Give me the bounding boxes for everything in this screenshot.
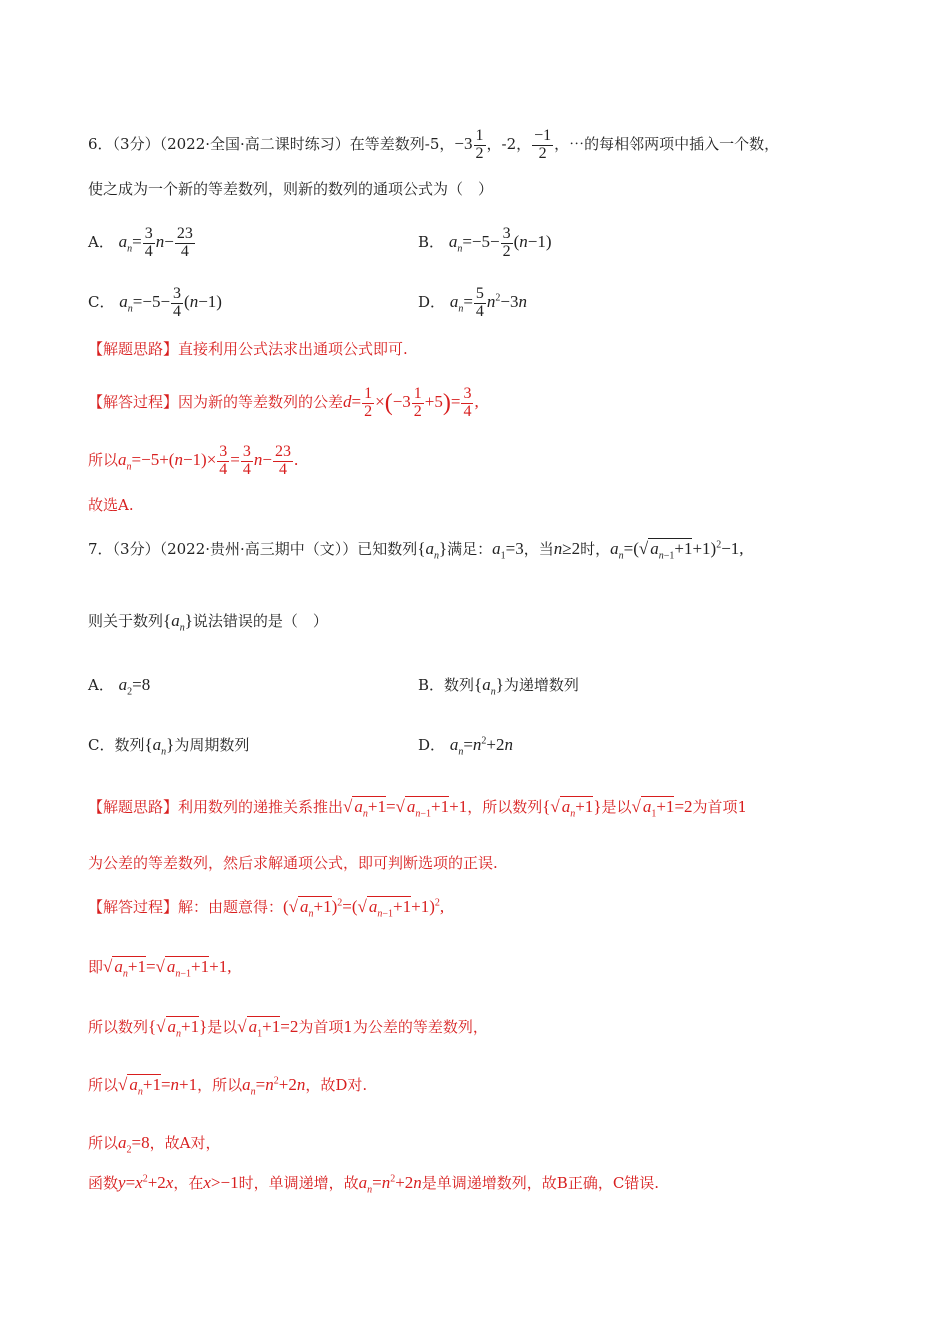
math: $\frac{-1}{2}$ (534, 127, 552, 162)
math: $a_n=$ $\frac{3}{4}$ n− $\frac{23}{4}$ (118, 225, 193, 260)
q7-option-d (418, 736, 513, 757)
q6-answer: 故选A. (88, 496, 134, 514)
math: $\{a_n\}$ (474, 675, 504, 698)
q6-stem-a: 6．（3分）（2022·全国·高二课时练习）在等差数列-5， (88, 135, 455, 154)
math: √ $a_n+1=n+1$ (118, 1075, 198, 1098)
math: $a_2=8$ (118, 675, 151, 698)
q7-solution-idea (88, 798, 747, 819)
q6-option-b (418, 226, 552, 261)
opt-tail: 为递增数列 (503, 676, 579, 694)
idea-b: ，所以数列 (467, 798, 543, 816)
q7-option-b (418, 676, 579, 697)
math: √ $a_n+1=√$ $a_{n-1}+1+1$, (103, 957, 232, 980)
math: $y=x^2+2x$ (118, 1173, 174, 1192)
opt-label: D． (418, 293, 446, 312)
math: $a_n=-5-$ $\frac{3}{2}$ (n−1) (448, 225, 552, 260)
q7-stem2-a: 则关于数列 (88, 612, 164, 630)
math: n≥2 (553, 539, 581, 558)
q7-stem-b: 满足： (447, 540, 493, 558)
idea-c: 是以 (601, 798, 632, 816)
line4-c: ，故D对. (305, 1076, 368, 1094)
math: $a_n=(√$ $a_{n-1}+1+1)^2-1$, (610, 539, 744, 562)
q7-stem-d: 时， (580, 540, 611, 558)
q7-idea-line2: 为公差的等差数列，然后求解通项公式，即可判断选项的正误. (88, 854, 498, 872)
math: d= $\frac{1}{2}$ ×(−3 $\frac{1}{2}$ +5)= $\frac{3}{4}$ , (343, 385, 479, 420)
line5-b: ，故A对， (149, 1134, 221, 1152)
proc-a: 【解答过程】解：由题意得： (88, 898, 284, 916)
math: (√ $a_n+1)^2=(√$ $a_{n-1}+1+1)^2$, (283, 897, 445, 920)
line3-c: 为首项1为公差的等差数列， (298, 1018, 488, 1036)
line4-b: ，所以 (197, 1076, 243, 1094)
math: $a_n=n^2+2n$ (358, 1173, 422, 1196)
q6-stem2: 使之成为一个新的等差数列，则新的数列的通项公式为（ ） (88, 180, 494, 198)
suoyi: 所以 (88, 451, 119, 470)
q6-stem (88, 128, 779, 163)
line6-b: ，在 (173, 1174, 204, 1192)
q7-option-c (88, 736, 249, 757)
q6-process-line2 (88, 444, 298, 479)
math: x>−1 (203, 1173, 239, 1192)
idea-d: 为首项1 (692, 798, 748, 816)
math: $a_n=-5-$ $\frac{3}{4}$ (n−1) (119, 285, 222, 320)
q7-solution-process (88, 898, 444, 919)
q7-stem-c: ，当 (523, 540, 554, 558)
q6-option-c (88, 286, 222, 321)
q7-process-line5 (88, 1134, 220, 1155)
line6-a: 函数 (88, 1174, 119, 1192)
q7-stem (88, 540, 744, 561)
opt-label: B． (418, 233, 445, 252)
math: $\{a_n\}$ (417, 539, 448, 562)
q6-option-a (88, 226, 196, 261)
q7-process-line2 (88, 958, 231, 979)
line5-a: 所以 (88, 1134, 119, 1152)
line3-b: 是以 (207, 1018, 238, 1036)
q7-stem2 (88, 612, 328, 633)
q6-solution-idea: 【解题思路】直接利用公式法求出通项公式即可. (88, 340, 408, 358)
math: √ $a_n+1=√$ $a_{n-1}+1+1$ (343, 797, 468, 820)
math: $a_n=n^2+2n$ (242, 1075, 306, 1098)
q7-stem2-b: 说法错误的是（ ） (192, 612, 328, 630)
opt-label: D． (418, 736, 446, 754)
ji: 即 (88, 958, 104, 976)
q7-process-line3 (88, 1018, 488, 1039)
math: $a_1=3$ (492, 539, 524, 562)
math: $a_n=-5+(n-1)\times$ $\frac{3}{4}$ = $\frac{3}{4}$ n− $\frac{23}{4}$ . (118, 443, 299, 478)
math: $\{a_n\}$ (163, 611, 193, 634)
q7-option-a (88, 676, 150, 697)
q6-stem-b: ，-2， (486, 135, 532, 154)
math: {√ $a_n+1$} (148, 1017, 208, 1040)
q6-stem-c: ，⋯的每相邻两项中插入一个数， (554, 135, 780, 154)
line6-c: 时，单调递增，故 (238, 1174, 359, 1192)
q6-option-d (418, 286, 527, 321)
line4-a: 所以 (88, 1076, 119, 1094)
math: √ $a_1+1=2$ (237, 1017, 299, 1040)
opt-label: B．数列 (418, 676, 475, 694)
q7-process-line4 (88, 1076, 367, 1097)
opt-tail: 为周期数列 (174, 736, 250, 754)
math: $a_2=8$ (118, 1133, 150, 1156)
line6-d: 是单调递增数列，故B正确，C错误. (421, 1174, 660, 1192)
opt-label: C． (88, 293, 115, 312)
math: √ $a_1+1=2$ (631, 797, 693, 820)
math: $\{a_n\}$ (144, 735, 175, 758)
opt-label: A． (88, 676, 114, 694)
q7-process-line6 (88, 1174, 659, 1195)
math: −3 $\frac{1}{2}$ (454, 127, 484, 162)
q6-solution-process (88, 386, 479, 421)
math: $a_n=$ $\frac{5}{4}$ $n^2-3n$ (449, 285, 527, 320)
opt-label: A． (88, 233, 114, 252)
idea-a: 【解题思路】利用数列的递推关系推出 (88, 798, 344, 816)
math: $a_n=n^2+2n$ (449, 735, 513, 758)
math: {√ $a_n+1$} (542, 797, 602, 820)
proc-label: 【解答过程】因为新的等差数列的公差 (88, 393, 344, 412)
q7-stem-a: 7．（3分）（2022·贵州·高三期中（文））已知数列 (88, 540, 418, 558)
line3-a: 所以数列 (88, 1018, 149, 1036)
opt-label: C．数列 (88, 736, 145, 754)
